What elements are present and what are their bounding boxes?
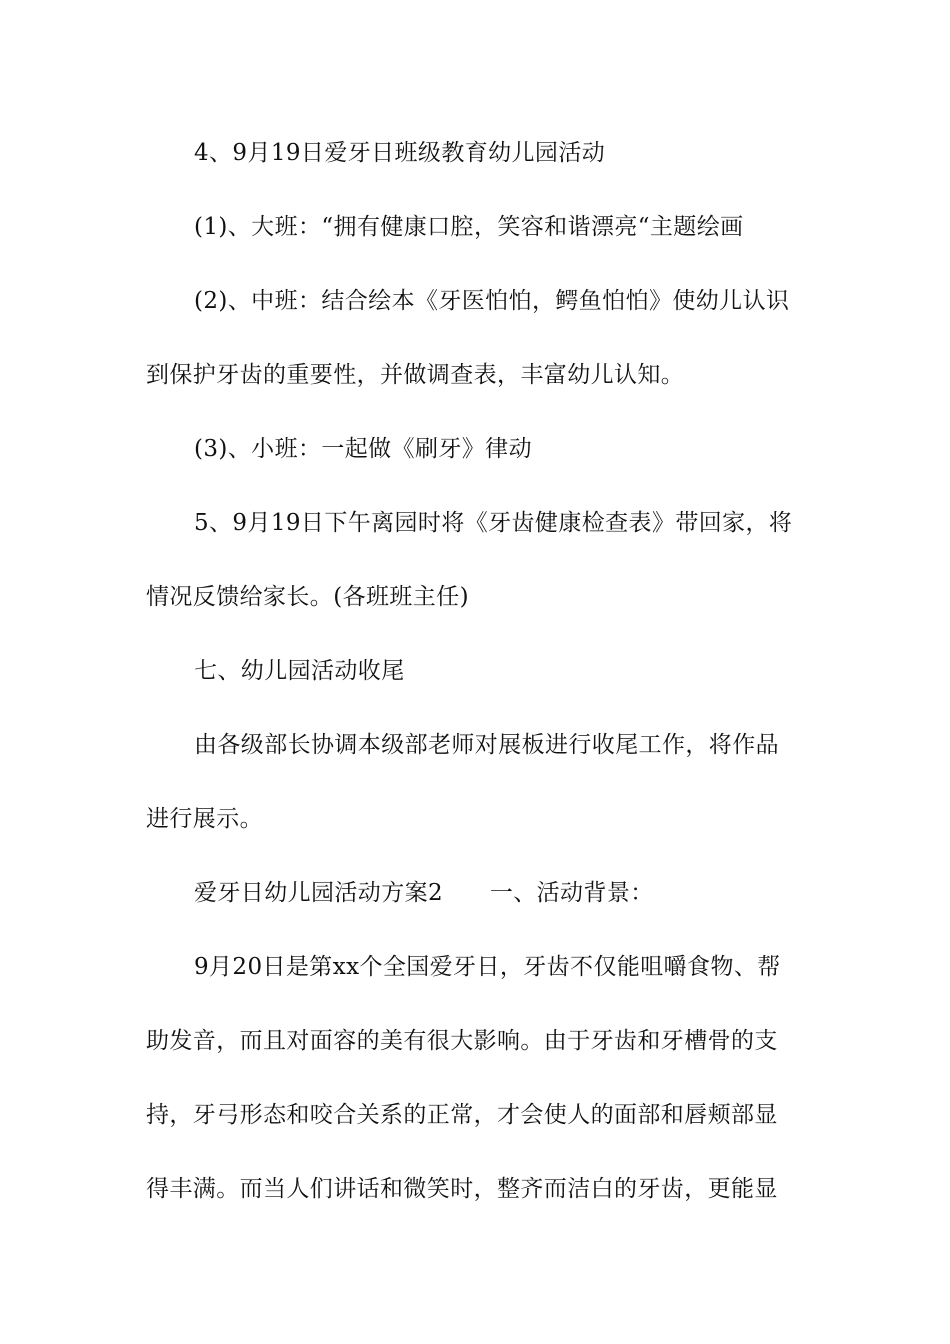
- text-line-14: 持，牙弓形态和咬合关系的正常，才会使人的面部和唇颊部显: [146, 1102, 778, 1128]
- text-line-3: (2)、中班：结合绘本《牙医怕怕，鳄鱼怕怕》使幼儿认识: [194, 288, 790, 314]
- text-line-6: 5、9月19日下午离园时将《牙齿健康检查表》带回家，将: [194, 510, 793, 536]
- text-line-12: 9月20日是第xx个全国爱牙日，牙齿不仅能咀嚼食物、帮: [194, 954, 781, 980]
- text-line-4: 到保护牙齿的重要性，并做调查表，丰富幼儿认知。: [146, 362, 685, 388]
- text-line-9: 由各级部长协调本级部老师对展板进行收尾工作，将作品: [194, 732, 779, 758]
- text-line-15: 得丰满。而当人们讲话和微笑时，整齐而洁白的牙齿，更能显: [146, 1176, 778, 1202]
- text-line-5: (3)、小班：一起做《刷牙》律动: [194, 436, 532, 462]
- text-line-10: 进行展示。: [146, 806, 263, 832]
- text-line-7: 情况反馈给家长。(各班班主任): [146, 584, 469, 610]
- text-line-13: 助发音，而且对面容的美有很大影响。由于牙齿和牙槽骨的支: [146, 1028, 778, 1054]
- text-line-2: (1)、大班：“拥有健康口腔，笑容和谐漂亮“主题绘画: [194, 214, 744, 240]
- plan-title-line: 爱牙日幼儿园活动方案2 一、活动背景：: [194, 880, 654, 906]
- section-heading: 七、幼儿园活动收尾: [194, 658, 405, 684]
- text-line-1: 4、9月19日爱牙日班级教育幼儿园活动: [194, 140, 606, 166]
